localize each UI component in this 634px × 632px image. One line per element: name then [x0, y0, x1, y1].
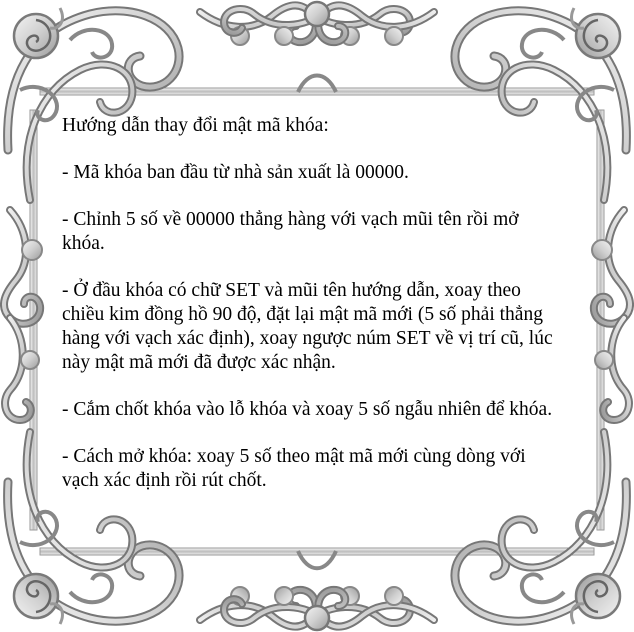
instruction-paragraph-2: - Chỉnh 5 số về 00000 thẳng hàng với vạch mũi tên rồi mở khóa. — [62, 209, 519, 254]
instruction-text-block — [62, 114, 562, 516]
instruction-paragraph-3: - Ở đầu khóa có chữ SET và mũi tên hướng dẫn, xoay theo chiều kim đồng hồ 90 độ, đặt lại mật mã mới (5 số phải thẳng hàng với vạch xác định), xoay ngược núm SET về vị trí cũ, lúc này mật mã mới đã được xác nhận. — [62, 280, 553, 373]
instruction-paragraph-5: - Cách mở khóa: xoay 5 số theo mật mã mới cùng dòng với vạch xác định rồi rút chốt. — [62, 446, 526, 491]
document-title: Hướng dẫn thay đổi mật mã khóa: — [62, 115, 329, 136]
instruction-paragraph-1: - Mã khóa ban đầu từ nhà sản xuất là 00000. — [62, 162, 409, 183]
instruction-paragraph-4: - Cắm chốt khóa vào lỗ khóa và xoay 5 số ngẫu nhiên để khóa. — [62, 399, 553, 420]
